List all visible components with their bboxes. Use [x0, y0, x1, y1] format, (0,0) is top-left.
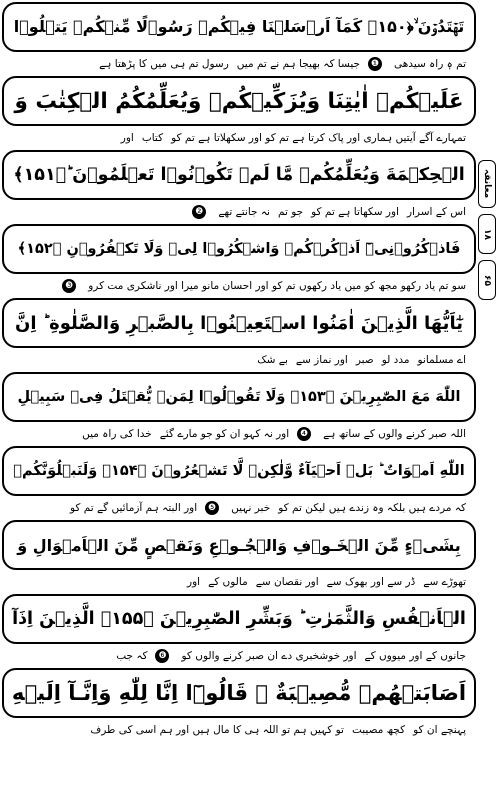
arabic-verse-text: اللّٰهِ اَمۡوَاتٌ ؕ بَلۡ اَحۡيَآءٌ وَّلٰكِنۡ لَّا تَشۡعُرُوۡنَ ﴿۱۵۴﴾ وَلَنَبۡلُوَنَّكُمۡ	[13, 463, 465, 479]
translation-segment: خدا کی راہ میں	[82, 428, 152, 440]
verse-line-box	[2, 594, 476, 644]
footnote-number-badge: ❺	[205, 501, 219, 515]
translation-segment: اور خوشخبری دے ان صبر کرنے والوں کو	[181, 650, 357, 662]
verse-line-box	[2, 76, 476, 126]
translation-segment: کچھ مصیبت	[351, 724, 406, 736]
verse-line-box	[2, 224, 476, 274]
translation-segment: اور نہ کہو ان کو جو مارے گئے	[159, 428, 290, 440]
footnote-number-badge: ❷	[192, 205, 206, 219]
translation-segment: تم ہٖ راہ سیدھی	[394, 58, 466, 70]
translation-segment: تمہارے آگے آیتیں ہماری اور پاک کرتا ہے تم کو اور سکھلاتا ہے تم کو	[171, 132, 466, 144]
translation-segment: اور نماز سے	[295, 354, 348, 366]
translation-segment: تو کہیں ہم تو اللہ ہی کا مال ہیں اور ہم اسی کی طرف	[90, 724, 344, 736]
urdu-translation-row	[2, 422, 476, 446]
translation-segment: صبر	[355, 354, 374, 366]
translation-segment: جانوں کے اور میووں کے	[364, 650, 466, 662]
translation-segment: سو تم یاد رکھو مجھ کو میں یاد رکھوں تم کو اور احسان مانو میرا اور ناشکری مت کرو	[88, 280, 466, 292]
translation-segment: کتاب	[141, 132, 164, 144]
translation-segment: بے شک	[257, 354, 288, 366]
arabic-verse-text: تَهۡتَدُوۡنَ ۙ﴿۱۵۰﴾ كَمَآ اَرۡسَلۡنَا فِيۡكُمۡ رَسُوۡلًا مِّنۡكُمۡ يَتۡلُوۡا	[13, 17, 465, 36]
translation-segment: جیسا کہ بھیجا ہم نے تم میں	[236, 58, 361, 70]
translation-segment: اور	[187, 576, 201, 588]
urdu-translation-row	[2, 126, 476, 150]
translation-segment: کہ مردے ہیں بلکہ وہ زندے ہیں لیکن تم کو	[278, 502, 466, 514]
translation-segment: کہ جب	[116, 650, 148, 662]
verse-column	[2, 2, 476, 742]
arabic-verse-text: فَاذۡكُرُوۡنِىۡٓ اَذۡكُرۡكُمۡ وَاشۡكُرُوۡا لِىۡ وَلَا تَكۡفُرُوۡنِ ﴿۱۵۲﴾	[17, 241, 461, 257]
arabic-verse-text: عَلَيۡكُمۡ اٰيٰتِنَا وَيُزَكِّيۡكُمۡ وَيُعَلِّمُكُمُ الۡكِتٰبَ وَ	[14, 88, 464, 114]
urdu-translation-row	[2, 718, 476, 742]
verse-line-box	[2, 372, 476, 422]
translation-segment: تھوڑے سے	[423, 576, 466, 588]
arabic-verse-text: يٰٓاَيُّهَا الَّذِيۡنَ اٰمَنُوا اسۡتَعِيۡنُوۡا بِالصَّبۡرِ وَالصَّلٰوةِ ؕ اِنَّ	[15, 312, 463, 334]
urdu-translation-row	[2, 570, 476, 594]
side-marker-panel	[478, 160, 498, 306]
translation-segment: جو تم	[277, 206, 304, 218]
urdu-translation-row	[2, 496, 476, 520]
footnote-number-badge: ❹	[297, 427, 311, 441]
arabic-verse-text: اللّٰهَ مَعَ الصّٰبِرِيۡنَ ﴿۱۵۳﴾ وَلَا تَقُوۡلُوۡا لِمَنۡ يُّقۡتَلُ فِىۡ سَبِيۡلِ	[17, 389, 461, 405]
side-label-muanaqa: معانقہ	[478, 160, 496, 208]
footnote-number-badge: ❻	[155, 649, 169, 663]
translation-segment: اور سکھاتا ہے تم کو	[311, 206, 399, 218]
verse-line-box	[2, 2, 476, 52]
footnote-number-badge: ❸	[62, 279, 76, 293]
translation-segment: اس کے اسرار	[406, 206, 466, 218]
urdu-translation-row	[2, 644, 476, 668]
arabic-verse-text: بِشَىۡءٍ مِّنَ الۡخَـوۡفِ وَالۡجُـوۡعِ وَنَقۡصٍ مِّنَ الۡاَمۡوَالِ وَ	[17, 535, 461, 555]
translation-segment: اے مسلمانو	[417, 354, 466, 366]
translation-segment: نہ جانتے تھے	[218, 206, 270, 218]
verse-line-box	[2, 668, 476, 718]
urdu-translation-row	[2, 200, 476, 224]
verse-line-box	[2, 446, 476, 496]
side-label-number: ۱۸	[478, 214, 496, 254]
translation-segment: مالوں کے	[208, 576, 248, 588]
arabic-verse-text: اَصَابَتۡهُمۡ مُّصِيۡبَةٌ ۙ قَالُوۡٓا اِنَّا لِلّٰهِ وَاِنَّـآ اِلَيۡهِ	[11, 681, 467, 705]
translation-segment: رسول تم ہی میں کا پڑھتا ہے	[99, 58, 229, 70]
urdu-translation-row	[2, 52, 476, 76]
arabic-verse-text: الۡاَنۡفُسِ وَالثَّمَرٰتِ ؕ وَبَشِّرِ الصّٰبِرِيۡنَ ﴿۱۵۵﴾ الَّذِيۡنَ اِذَآ	[12, 609, 466, 629]
urdu-translation-row	[2, 274, 476, 298]
translation-segment: ڈر سے اور بھوک سے	[326, 576, 416, 588]
urdu-translation-row	[2, 348, 476, 372]
verse-line-box	[2, 298, 476, 348]
arabic-verse-text: الۡحِكۡمَةَ وَيُعَلِّمُكُمۡ مَّا لَمۡ تَكُوۡنُوۡا تَعۡلَمُوۡنَ ؕ﴿۱۵۱﴾	[13, 165, 465, 185]
translation-segment: خبر نہیں	[231, 502, 271, 514]
translation-segment: اللہ صبر کرنے والوں کے ساتھ ہے	[323, 428, 466, 440]
verse-line-box	[2, 150, 476, 200]
translation-segment: مدد لو	[381, 354, 410, 366]
side-label-ruku: ۶۵	[478, 260, 496, 300]
translation-segment: اور	[120, 132, 134, 144]
translation-segment: پہنچے ان کو	[413, 724, 466, 736]
translation-segment: اور نقصان سے	[255, 576, 319, 588]
footnote-number-badge: ❶	[368, 57, 382, 71]
translation-segment: اور البتہ ہم آزمائیں گے تم کو	[69, 502, 198, 514]
verse-line-box	[2, 520, 476, 570]
